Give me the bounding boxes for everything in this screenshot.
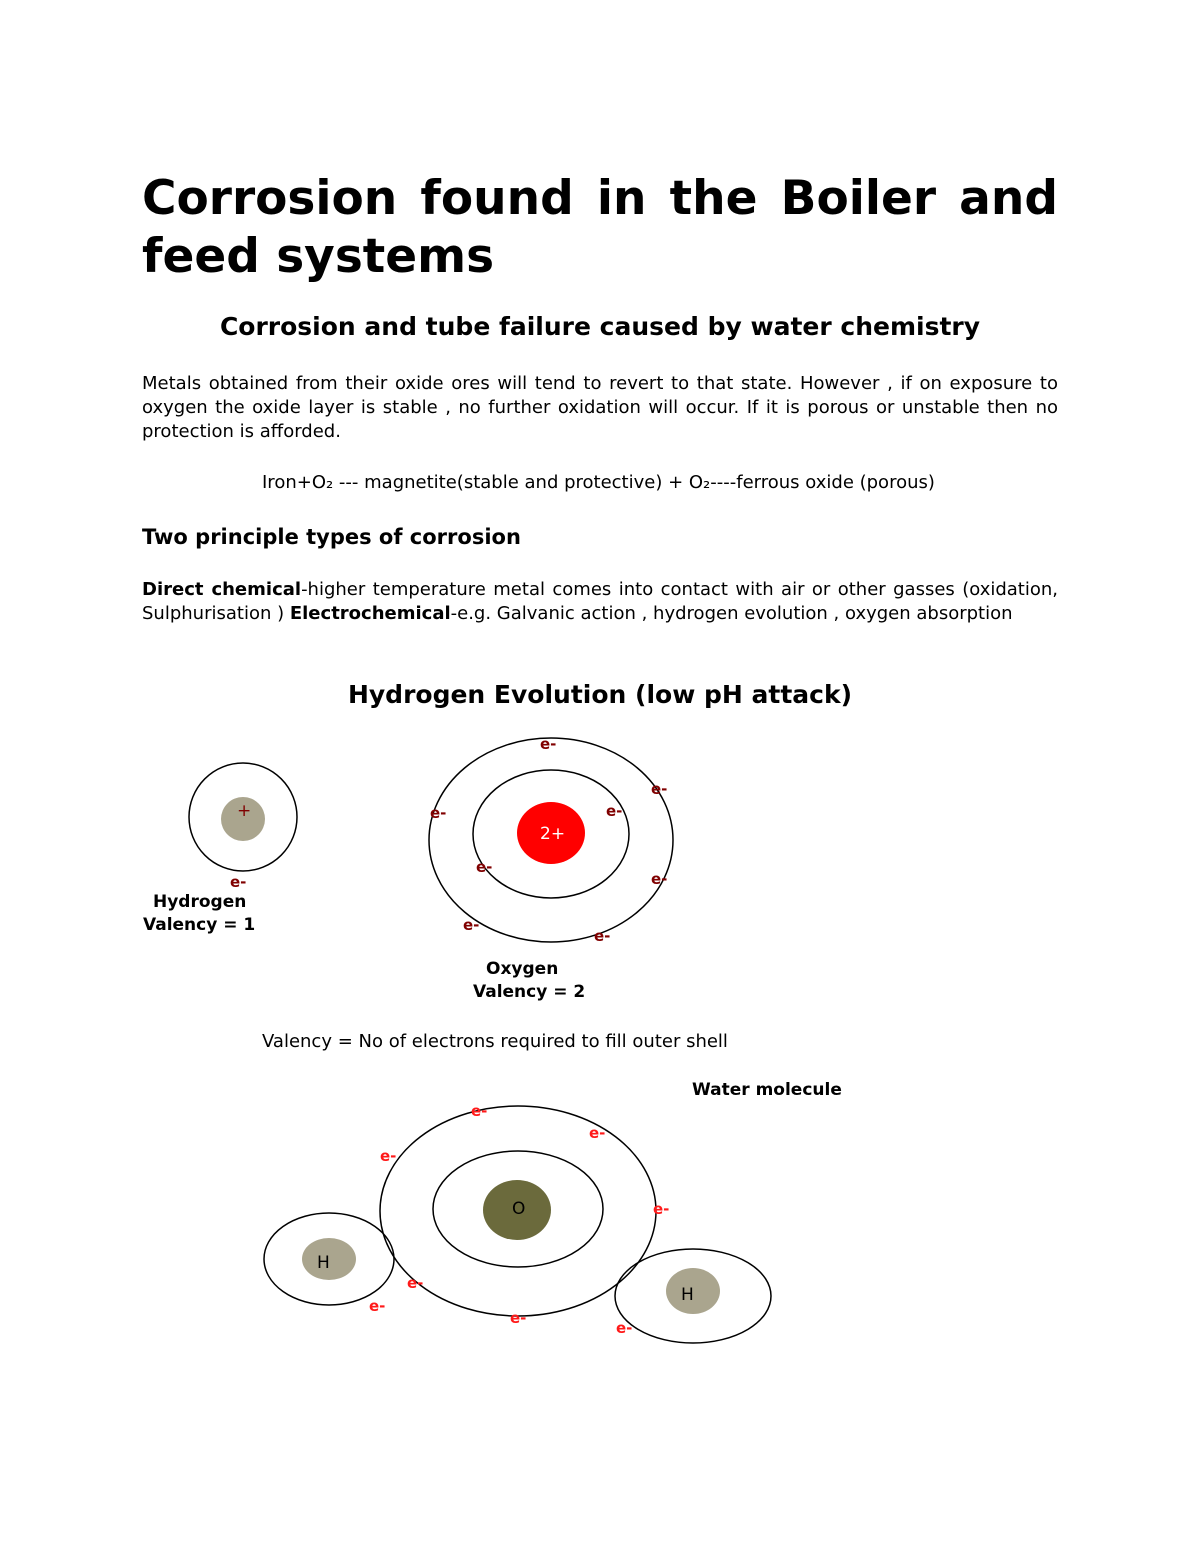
- water-electron: e-: [510, 1309, 527, 1327]
- water-electron: e-: [407, 1274, 424, 1292]
- hydrogen-evolution-heading: Hydrogen Evolution (low pH attack): [347, 680, 853, 709]
- hydrogen-valency-label: Valency = 1: [143, 915, 256, 935]
- valency-note: Valency = No of electrons required to fill outer shell: [262, 1031, 728, 1052]
- oxygen-name-label: Oxygen: [486, 959, 559, 979]
- oxidation-equation: Iron+O₂ --- magnetite(stable and protective) + O₂----ferrous oxide (porous): [262, 472, 935, 493]
- oxygen-electron: e-: [651, 780, 668, 798]
- oxygen-electron: e-: [463, 916, 480, 934]
- water-electron: e-: [369, 1297, 386, 1315]
- oxygen-nucleus-label: 2+: [540, 824, 566, 844]
- hydrogen-atom-diagram: [143, 763, 297, 935]
- water-electron: e-: [616, 1319, 633, 1337]
- corrosion-types-heading: Two principle types of corrosion: [142, 525, 521, 549]
- electrochemical-term: Electrochemical: [289, 603, 451, 624]
- water-electron: e-: [380, 1147, 397, 1165]
- oxygen-electron: e-: [651, 870, 668, 888]
- oxygen-atom-diagram: [429, 735, 673, 1002]
- water-molecule-diagram: [264, 1080, 842, 1343]
- direct-chemical-term: Direct chemical: [142, 579, 302, 600]
- oxygen-valency-label: Valency = 2: [473, 982, 586, 1002]
- oxygen-electron: e-: [476, 858, 493, 876]
- water-molecule-title: Water molecule: [692, 1080, 842, 1100]
- oxygen-electron: e-: [606, 802, 623, 820]
- oxygen-electron: e-: [540, 735, 557, 753]
- hydrogen-nucleus-label: +: [237, 801, 252, 821]
- section-subtitle: Corrosion and tube failure caused by water chemistry: [219, 312, 981, 341]
- document-title: Corrosion found in the Boiler and feed systems: [142, 171, 1058, 284]
- water-oxygen-nucleus-label: O: [512, 1199, 526, 1219]
- oxygen-electron: e-: [594, 927, 611, 945]
- direct-chemical-text: -higher temperature metal comes into contact with air or other gasses (oxidation, Sulphurisation ): [142, 579, 1059, 624]
- electrochemical-text: -e.g. Galvanic action , hydrogen evolution , oxygen absorption: [450, 603, 1013, 624]
- water-electron: e-: [653, 1200, 670, 1218]
- intro-paragraph: Metals obtained from their oxide ores will tend to revert to that state. However , if on exposure to oxygen the oxide layer is stable , no further oxidation will occur. If it is porous or unstable then no protection is afforded.: [142, 373, 1058, 442]
- water-hydrogen-left-label: H: [317, 1253, 330, 1273]
- water-electron: e-: [471, 1102, 488, 1120]
- water-hydrogen-right-label: H: [681, 1285, 694, 1305]
- hydrogen-electron: e-: [230, 873, 247, 891]
- oxygen-electron: e-: [430, 804, 447, 822]
- hydrogen-name-label: Hydrogen: [153, 892, 247, 912]
- water-electron: e-: [589, 1124, 606, 1142]
